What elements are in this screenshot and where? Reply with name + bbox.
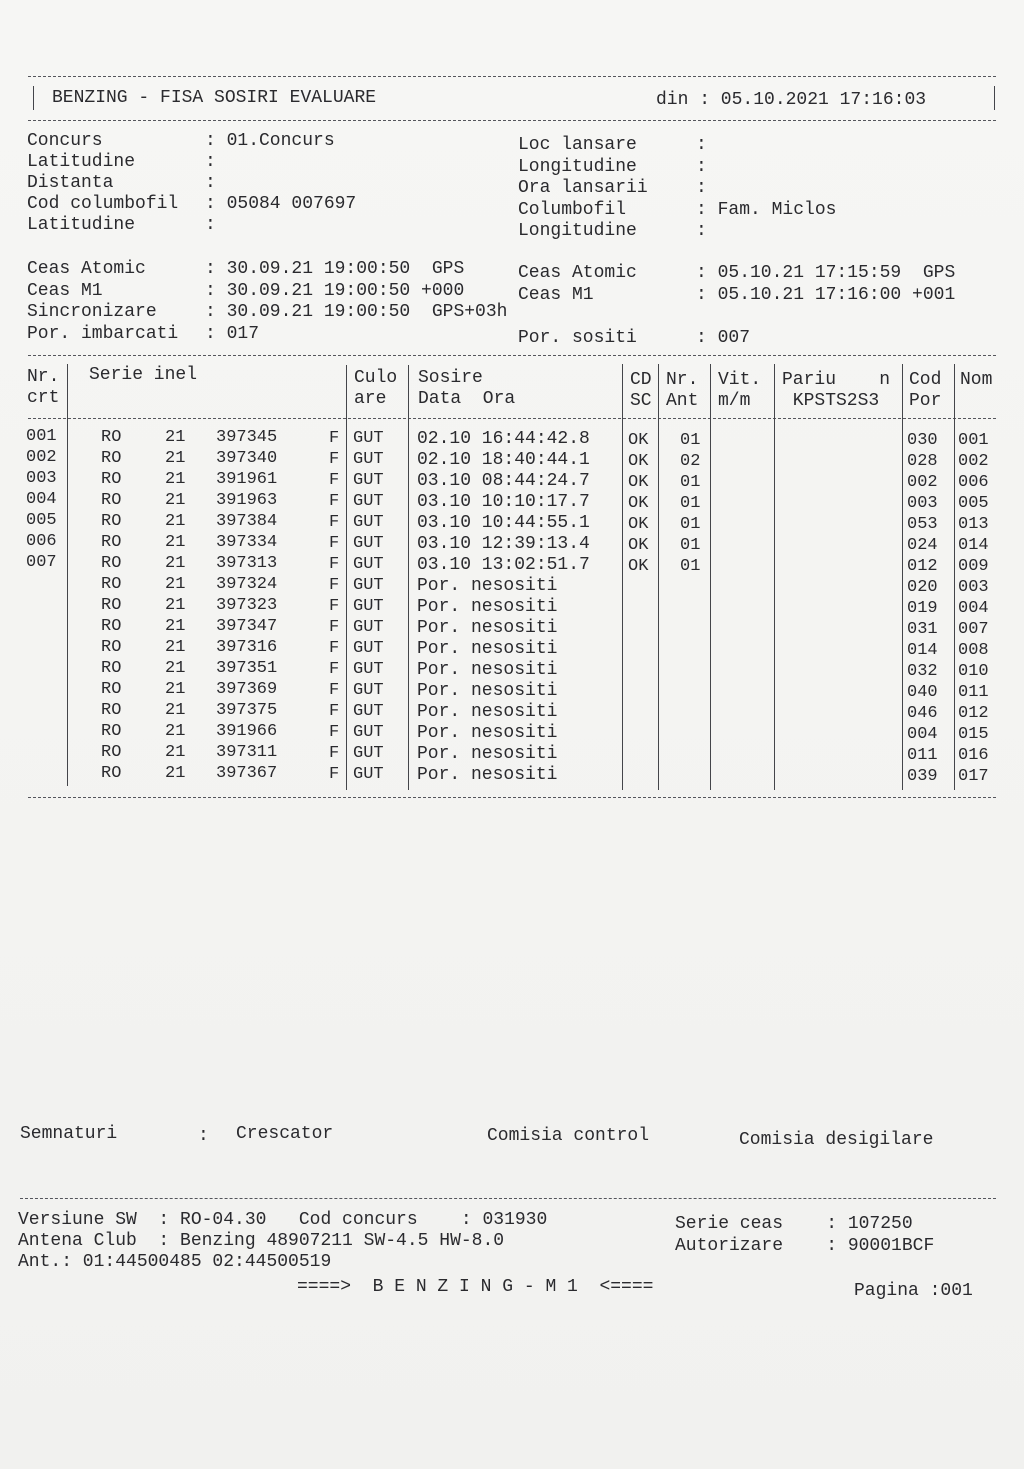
header-cd: CD SC [630, 370, 652, 411]
cell-color: GUT [353, 639, 384, 658]
cell-nom: 003 [958, 578, 989, 597]
clock-value: : 05.10.21 17:15:59 GPS [696, 263, 956, 283]
cell-ring: 397384 [216, 512, 278, 531]
cell-cod: 028 [907, 452, 938, 471]
info-label: Loc lansare [518, 135, 637, 155]
signature-comisia-control: Comisia control [487, 1126, 650, 1146]
cell-country: RO [101, 680, 122, 699]
header-cod: Cod Por [909, 370, 942, 411]
cell-country: RO [101, 533, 122, 552]
footer-versiune: Versiune SW : RO-04.30 Cod concurs : 031930 [18, 1210, 548, 1230]
cell-color: GUT [353, 576, 384, 595]
cell-color: GUT [353, 765, 384, 784]
cell-sex: F [329, 492, 340, 511]
cell-nom: 014 [958, 536, 989, 555]
cell-ring: 397375 [216, 701, 278, 720]
header-divider [28, 120, 996, 121]
cell-sex: F [329, 429, 340, 448]
column-divider [902, 364, 903, 790]
cell-nom: 011 [958, 683, 989, 702]
clock-value: : 017 [205, 323, 260, 344]
cell-color: GUT [353, 513, 384, 532]
cell-year: 21 [165, 722, 186, 741]
cell-country: RO [101, 470, 122, 489]
cell-cod: 019 [907, 599, 938, 618]
cell-country: RO [101, 743, 122, 762]
info-value: : [696, 221, 707, 241]
cell-sex: F [329, 471, 340, 490]
cell-ring: 397313 [216, 554, 278, 573]
cell-color: GUT [353, 702, 384, 721]
top-border [28, 76, 996, 77]
clock-value: : 30.09.21 19:00:50 +000 [205, 280, 465, 301]
cell-year: 21 [165, 764, 186, 783]
clock-value: : 30.09.21 19:00:50 GPS+03h [205, 302, 508, 322]
cell-cod: 030 [907, 431, 938, 450]
cell-year: 21 [165, 428, 186, 447]
cell-ant: 01 [680, 473, 701, 492]
clock-label: Ceas Atomic [518, 263, 637, 283]
cell-country: RO [101, 722, 122, 741]
header-ant: Nr. Ant [666, 370, 699, 411]
cell-ring: 397345 [216, 428, 278, 447]
clock-label: Ceas Atomic [27, 259, 146, 279]
info-label: Ora lansarii [518, 178, 648, 198]
cell-nom: 015 [958, 725, 989, 744]
cell-country: RO [101, 428, 122, 447]
cell-ring: 391963 [216, 491, 278, 510]
cell-color: GUT [353, 534, 384, 553]
cell-color: GUT [353, 429, 384, 448]
cell-year: 21 [165, 554, 186, 573]
footer-divider [20, 1198, 996, 1199]
header-serie: Serie inel [89, 365, 198, 385]
cell-country: RO [101, 596, 122, 615]
cell-color: GUT [353, 471, 384, 490]
cell-nom: 010 [958, 662, 989, 681]
clock-label: Ceas M1 [518, 284, 594, 305]
cell-color: GUT [353, 597, 384, 616]
cell-cd: OK [628, 494, 649, 513]
cell-cod: 053 [907, 515, 938, 534]
cell-nom: 005 [958, 494, 989, 513]
clock-label: Por. imbarcati [27, 323, 179, 344]
cell-country: RO [101, 554, 122, 573]
info-label: Longitudine [518, 156, 637, 177]
cell-nom: 013 [958, 515, 989, 534]
info-value: : [696, 156, 707, 177]
cell-sosire: 03.10 10:10:17.7 [417, 492, 590, 512]
cell-nr: 003 [26, 469, 57, 488]
cell-sex: F [329, 576, 340, 595]
cell-year: 21 [165, 617, 186, 636]
signatures-colon: : [198, 1126, 209, 1146]
cell-cd: OK [628, 557, 649, 576]
cell-cod: 039 [907, 767, 938, 786]
clock-label: Sincronizare [27, 302, 157, 322]
cell-sex: F [329, 723, 340, 742]
cell-nom: 004 [958, 599, 989, 618]
cell-cod: 040 [907, 683, 938, 702]
signature-comisia-desigilare: Comisia desigilare [739, 1130, 934, 1150]
info-label: Latitudine [27, 152, 136, 172]
clock-label: Ceas M1 [27, 280, 103, 301]
cell-sex: F [329, 681, 340, 700]
clock-value: : 30.09.21 19:00:50 GPS [205, 259, 465, 279]
cell-sosire: Por. nesositi [417, 597, 558, 617]
footer-autorizare: Autorizare : 90001BCF [675, 1236, 935, 1256]
cell-nom: 008 [958, 641, 989, 660]
cell-ring: 397347 [216, 617, 278, 636]
cell-nom: 009 [958, 557, 989, 576]
cell-ant: 01 [680, 431, 701, 450]
cell-sex: F [329, 639, 340, 658]
cell-country: RO [101, 617, 122, 636]
cell-year: 21 [165, 638, 186, 657]
cell-nom: 001 [958, 431, 989, 450]
cell-nom: 017 [958, 767, 989, 786]
cell-cod: 014 [907, 641, 938, 660]
cell-ring: 397323 [216, 596, 278, 615]
cell-year: 21 [165, 470, 186, 489]
cell-ant: 02 [680, 452, 701, 471]
info-label: Concurs [27, 131, 103, 151]
cell-sex: F [329, 702, 340, 721]
cell-cd: OK [628, 473, 649, 492]
report-title: BENZING - FISA SOSIRI EVALUARE [52, 88, 377, 108]
cell-nr: 002 [26, 448, 57, 467]
column-divider [954, 364, 955, 790]
info-value: : [696, 135, 707, 155]
cell-color: GUT [353, 723, 384, 742]
footer-brand: ====> B E N Z I N G - M 1 <==== [297, 1277, 654, 1297]
cell-ring: 391966 [216, 722, 278, 741]
cell-cd: OK [628, 515, 649, 534]
cell-cod: 002 [907, 473, 938, 492]
report-date: din : 05.10.2021 17:16:03 [656, 90, 927, 110]
footer-serie-ceas: Serie ceas : 107250 [675, 1214, 913, 1234]
cell-sex: F [329, 450, 340, 469]
cell-color: GUT [353, 555, 384, 574]
cell-country: RO [101, 449, 122, 468]
cell-year: 21 [165, 449, 186, 468]
header-nr: Nr. crt [27, 367, 60, 408]
cell-ant: 01 [680, 557, 701, 576]
clock-value: : 05.10.21 17:16:00 +001 [696, 284, 956, 305]
cell-nr: 007 [26, 553, 57, 572]
cell-ring: 397340 [216, 449, 278, 468]
cell-nom: 007 [958, 620, 989, 639]
column-divider [622, 364, 623, 790]
cell-sosire: Por. nesositi [417, 744, 558, 764]
cell-cod: 011 [907, 746, 938, 765]
info-label: Distanta [27, 173, 114, 193]
cell-cd: OK [628, 536, 649, 555]
cell-ring: 397367 [216, 764, 278, 783]
footer-ant: Ant.: 01:44500485 02:44500519 [18, 1252, 332, 1272]
cell-sex: F [329, 597, 340, 616]
cell-cod: 004 [907, 725, 938, 744]
cell-sex: F [329, 555, 340, 574]
cell-year: 21 [165, 512, 186, 531]
signatures-label: Semnaturi [20, 1124, 118, 1144]
cell-year: 21 [165, 743, 186, 762]
cell-cod: 024 [907, 536, 938, 555]
header-culoare: Culo are [354, 368, 398, 409]
cell-ant: 01 [680, 515, 701, 534]
cell-ring: 397311 [216, 743, 278, 762]
cell-ring: 397351 [216, 659, 278, 678]
cell-cod: 003 [907, 494, 938, 513]
cell-country: RO [101, 512, 122, 531]
cell-sosire: Por. nesositi [417, 660, 558, 680]
info-value: : 05084 007697 [205, 194, 357, 214]
cell-sosire: Por. nesositi [417, 765, 558, 785]
column-divider [774, 364, 775, 790]
cell-sex: F [329, 513, 340, 532]
cell-year: 21 [165, 680, 186, 699]
cell-sosire: Por. nesositi [417, 681, 558, 701]
header-pariu: Pariu n KPSTS2S3 [782, 370, 891, 411]
cell-color: GUT [353, 618, 384, 637]
column-divider [408, 365, 409, 790]
cell-sosire: 02.10 18:40:44.1 [417, 450, 590, 470]
cell-cd: OK [628, 431, 649, 450]
cell-cod: 012 [907, 557, 938, 576]
cell-sex: F [329, 618, 340, 637]
cell-nom: 016 [958, 746, 989, 765]
cell-sosire: 03.10 08:44:24.7 [417, 471, 590, 491]
info-value: : [205, 152, 216, 172]
cell-sosire: 03.10 10:44:55.1 [417, 513, 590, 533]
cell-color: GUT [353, 450, 384, 469]
cell-country: RO [101, 659, 122, 678]
cell-country: RO [101, 764, 122, 783]
header-vit: Vit. m/m [718, 370, 762, 411]
cell-ring: 397369 [216, 680, 278, 699]
header-nom: Nom [960, 370, 993, 390]
cell-ring: 397324 [216, 575, 278, 594]
cell-sex: F [329, 534, 340, 553]
cell-color: GUT [353, 492, 384, 511]
cell-sosire: 02.10 16:44:42.8 [417, 429, 590, 449]
cell-cd: OK [628, 452, 649, 471]
cell-sex: F [329, 765, 340, 784]
cell-cod: 031 [907, 620, 938, 639]
cell-year: 21 [165, 596, 186, 615]
cell-ant: 01 [680, 536, 701, 555]
cell-sex: F [329, 744, 340, 763]
column-divider [346, 365, 347, 790]
info-label: Latitudine [27, 215, 136, 235]
cell-nr: 006 [26, 532, 57, 551]
cell-sosire: 03.10 13:02:51.7 [417, 555, 590, 575]
cell-sosire: Por. nesositi [417, 702, 558, 722]
cell-cod: 046 [907, 704, 938, 723]
cell-ring: 391961 [216, 470, 278, 489]
table-header-divider [28, 418, 996, 419]
cell-country: RO [101, 491, 122, 510]
cell-year: 21 [165, 575, 186, 594]
cell-nr: 005 [26, 511, 57, 530]
cell-ring: 397316 [216, 638, 278, 657]
cell-year: 21 [165, 659, 186, 678]
frame-right-bar [994, 86, 995, 110]
cell-nr: 004 [26, 490, 57, 509]
cell-sosire: Por. nesositi [417, 639, 558, 659]
cell-color: GUT [353, 681, 384, 700]
cell-nom: 012 [958, 704, 989, 723]
info-label: Cod columbofil [27, 194, 179, 214]
cell-nom: 006 [958, 473, 989, 492]
cell-sosire: Por. nesositi [417, 576, 558, 596]
info-value: : 01.Concurs [205, 131, 335, 151]
cell-nr: 001 [26, 427, 57, 446]
clock-value: : 007 [696, 327, 751, 348]
cell-sosire: Por. nesositi [417, 618, 558, 638]
info-value: : [696, 178, 707, 198]
cell-year: 21 [165, 701, 186, 720]
cell-cod: 020 [907, 578, 938, 597]
table-bottom-border [28, 797, 996, 798]
info-value: : Fam. Miclos [696, 199, 837, 220]
cell-country: RO [101, 701, 122, 720]
clock-label: Por. sositi [518, 327, 637, 348]
info-value: : [205, 215, 216, 235]
info-label: Longitudine [518, 221, 637, 241]
frame-left-bar [33, 86, 34, 110]
cell-ring: 397334 [216, 533, 278, 552]
cell-sex: F [329, 660, 340, 679]
column-divider [67, 364, 68, 786]
cell-sosire: Por. nesositi [417, 723, 558, 743]
cell-ant: 01 [680, 494, 701, 513]
column-divider [658, 364, 659, 790]
footer-antena: Antena Club : Benzing 48907211 SW-4.5 HW-8.0 [18, 1231, 505, 1251]
signature-crescator: Crescator [236, 1124, 334, 1144]
info-value: : [205, 173, 216, 193]
cell-year: 21 [165, 533, 186, 552]
table-top-border [28, 355, 996, 356]
info-label: Columbofil [518, 199, 627, 220]
cell-color: GUT [353, 744, 384, 763]
footer-pagina: Pagina :001 [854, 1281, 973, 1301]
cell-year: 21 [165, 491, 186, 510]
cell-nom: 002 [958, 452, 989, 471]
header-sosire: Sosire Data Ora [418, 368, 516, 409]
column-divider [710, 364, 711, 790]
cell-color: GUT [353, 660, 384, 679]
cell-country: RO [101, 575, 122, 594]
cell-sosire: 03.10 12:39:13.4 [417, 534, 590, 554]
cell-cod: 032 [907, 662, 938, 681]
cell-country: RO [101, 638, 122, 657]
